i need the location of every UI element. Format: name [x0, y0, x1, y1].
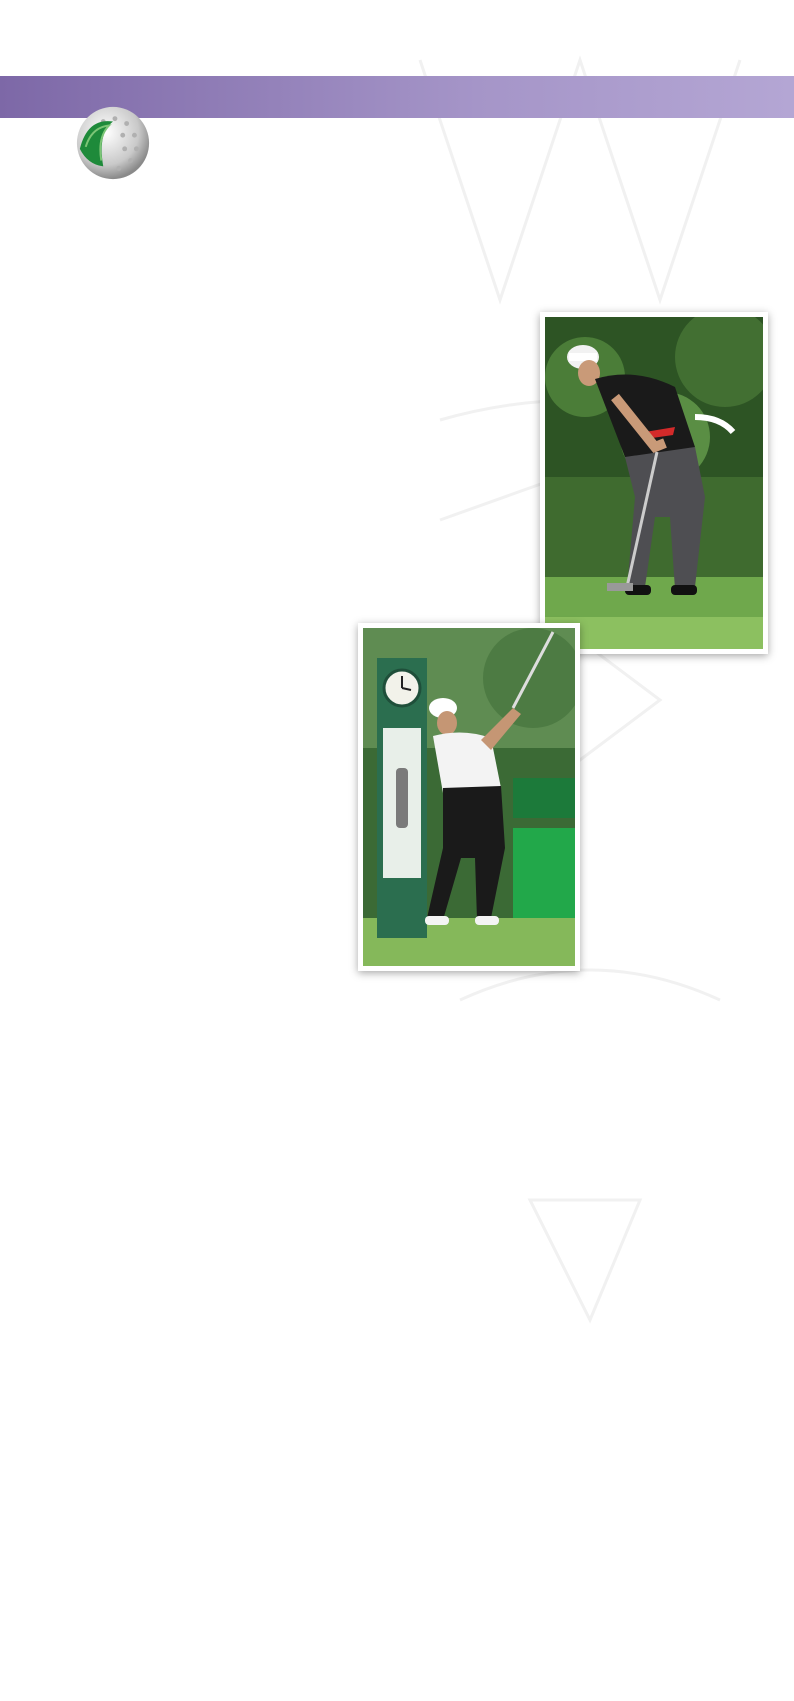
golfer-swing-image	[363, 628, 575, 966]
golf-ball-logo-icon	[74, 104, 152, 182]
photo-golfer-putting	[540, 312, 768, 654]
golfer-putting-image	[545, 317, 763, 649]
photo-golfer-swing	[358, 623, 580, 971]
